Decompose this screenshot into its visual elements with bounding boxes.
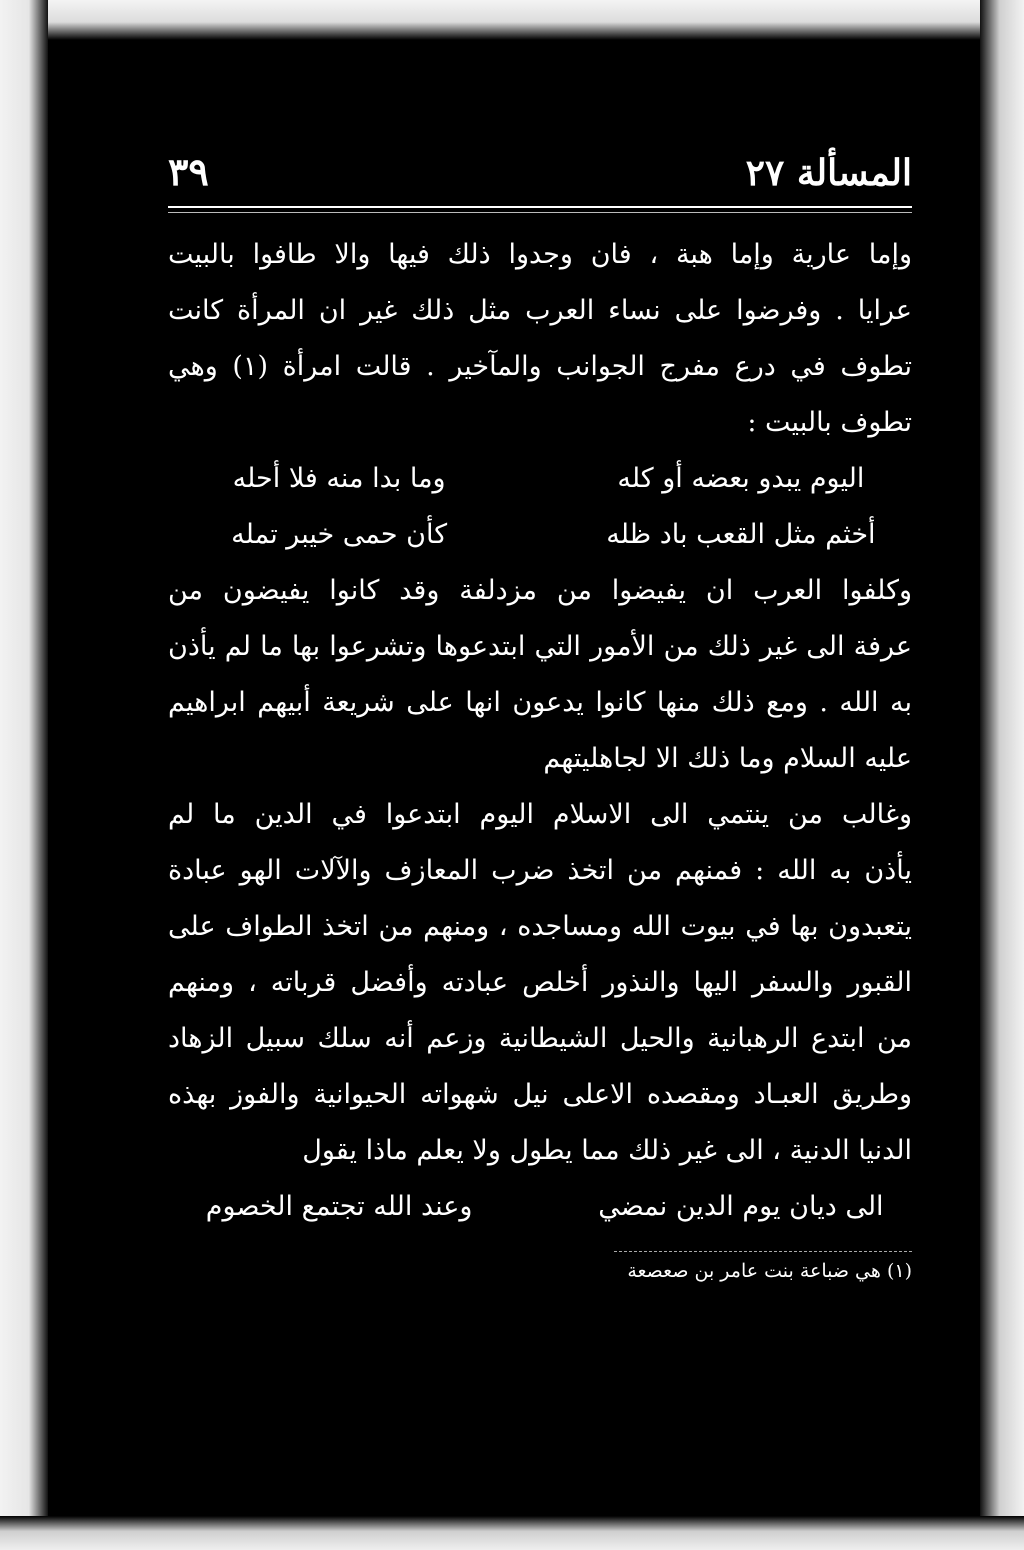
body-line: به الله . ومع ذلك منها كانوا يدعون انها على شريعة أبيهم ابراهيم <box>168 687 912 718</box>
body-line: من ابتدع الرهبانية والحيل الشيطانية وزعم أنه سلك سبيل الزهاد <box>168 1023 912 1054</box>
scan-edge-left <box>0 0 48 1550</box>
scan-edge-bottom <box>0 1516 1024 1550</box>
body-line: تطوف بالبيت : <box>747 407 912 438</box>
scan-edge-top <box>0 0 1024 40</box>
verse <box>168 507 912 563</box>
body-line: القبور والسفر اليها والنذور أخلص عبادته وأفضل قرباته ، ومنهم <box>168 967 912 998</box>
verse <box>168 451 912 507</box>
verse <box>168 1179 912 1235</box>
scan-edge-right <box>980 0 1024 1550</box>
section-title: المسألة ٢٧ <box>745 152 912 194</box>
body-line: يأذن به الله : فمنهم من اتخذ ضرب المعازف والآلات الهو عبادة <box>168 855 912 886</box>
verse-hemistich: أخثم مثل القعب باد ظله <box>606 519 876 550</box>
header-rule <box>168 206 912 208</box>
verse-hemistich: وما بدا منه فلا أحله <box>232 463 446 494</box>
verse-hemistich: كأن حمى خيبر تمله <box>231 519 448 550</box>
body-line: يتعبدون بها في بيوت الله ومساجده ، ومنهم من اتخذ الطواف على <box>168 911 912 942</box>
page-header <box>168 130 912 194</box>
verse-hemistich: اليوم يبدو بعضه أو كله <box>617 463 865 494</box>
body-line: وكلفوا العرب ان يفيضوا من مزدلفة وقد كانوا يفيضون من <box>168 575 912 606</box>
body-line: وغالب من ينتمي الى الاسلام اليوم ابتدعوا في الدين ما لم <box>168 799 912 830</box>
body-line: عليه السلام وما ذلك الا لجاهليتهم <box>543 743 912 774</box>
verse-hemistich: الى ديان يوم الدين نمضي <box>598 1191 884 1222</box>
body-line: عرفة الى غير ذلك من الأمور التي ابتدعوها وتشرعوا بها ما لم يأذن <box>168 631 912 662</box>
footnote: (١) هي ضباعة بنت عامر بن صعصعة <box>627 1260 912 1282</box>
verse-hemistich: وعند الله تجتمع الخصوم <box>205 1191 473 1222</box>
page-text <box>168 130 912 1290</box>
body-line: وإما عارية وإما هبة ، فان وجدوا ذلك فيها والا طافوا بالبيت <box>168 239 912 270</box>
body-line: عرايا . وفرضوا على نساء العرب مثل ذلك غير ان المرأة كانت <box>168 295 912 326</box>
body-line: الدنيا الدنية ، الى غير ذلك مما يطول ولا يعلم ماذا يقول <box>302 1135 912 1166</box>
body-line: وطريق العبـاد ومقصده الاعلى نيل شهواته الحيوانية والفوز بهذه <box>168 1079 912 1110</box>
body-line: تطوف في درع مفرج الجوانب والمآخير . قالت امرأة (١) وهي <box>168 351 912 382</box>
page-number: ٣٩ <box>168 149 209 194</box>
